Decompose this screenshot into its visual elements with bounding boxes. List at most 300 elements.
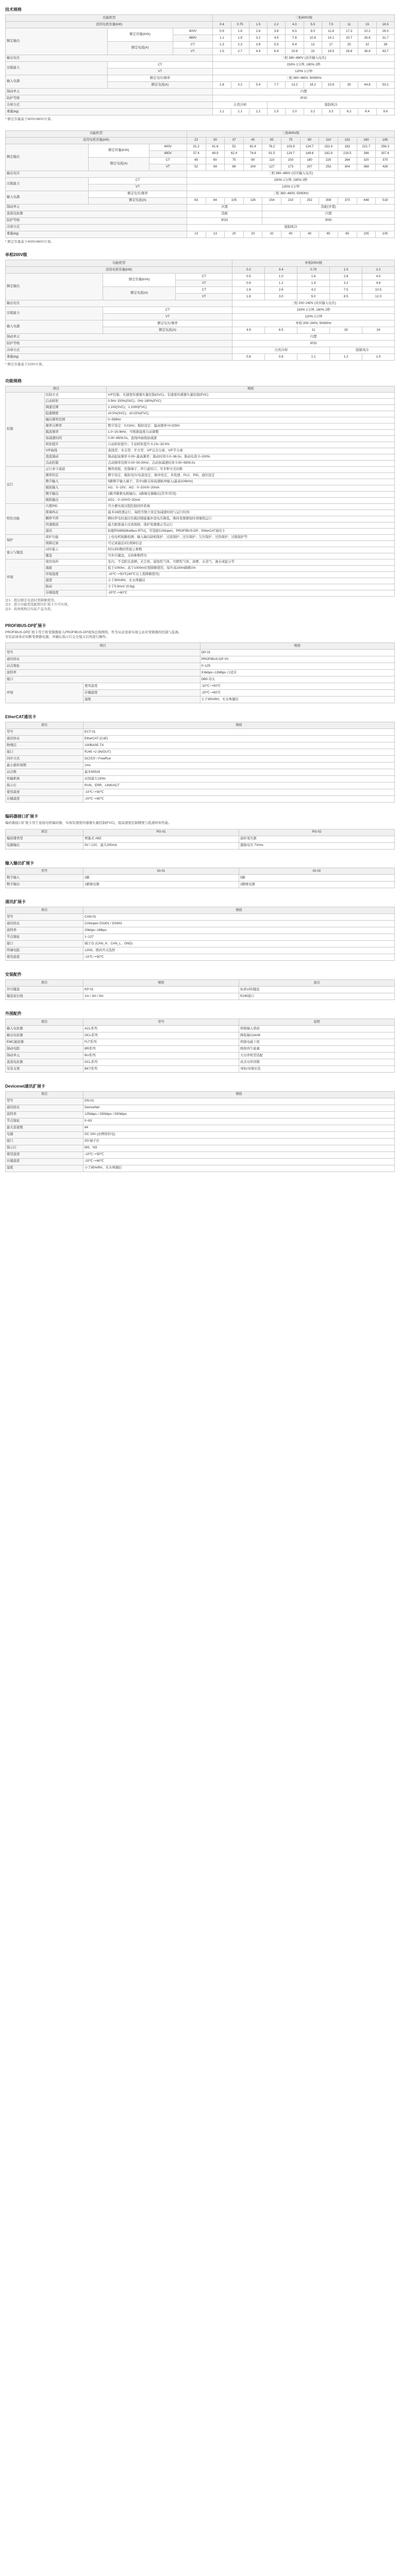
table-cell: V/F控制、无速度传感器矢量控制(SVC)、有速度传感器矢量控制(FVC) [107,392,395,398]
table-cell: 额定电流(A) [89,157,149,171]
table-cell: -20℃~+60℃ [107,590,395,596]
table-row [6,55,395,61]
table-cell: MS、NS [84,1145,395,1151]
table-cell: 制动单元 [6,1052,84,1059]
table-row [6,503,395,510]
table-header-row [6,137,395,144]
table-cell: 264 [338,157,357,164]
section-title: PROFIBUS-DP扩展卡 [5,623,46,628]
table-cell: 127 [262,164,281,171]
table-cell: AI1：0~10V；AI2：0~10V/0~20mA [107,485,395,491]
table-row [6,398,395,404]
table-cell: 冷却方式 [6,101,213,108]
table-row [6,171,395,177]
table-header-cell: 项目 [6,829,84,836]
table-cell: CAN-01 [84,914,395,921]
table-cell: 运行 [6,466,45,503]
table-cell: 编码器类型 [6,836,84,842]
table-cell: 端子台 (CAN_H、CAN_L、GND) [84,941,395,947]
spec-section [5,7,395,122]
section-note: * 额定容量基于400V/480V计算。 [5,240,55,244]
table-cell: 18 [330,327,362,334]
table-cell: 1.3 [213,41,231,48]
table-cell: 104 [243,164,262,171]
table-cell: 使用温度 [6,789,84,796]
table-cell: 瞬时停电时通过负载回馈能量补偿电压降低，维持变频器短时间继续运行 [107,516,395,522]
table-cell: 操作面板、控制端子、串行通讯口，可多种方式切换 [107,466,395,472]
table-cell: 35 [340,81,358,88]
table-cell: 22.2 [358,28,376,35]
table-cell: 额定容量(kVA) [103,274,176,287]
table-cell: 内置 [262,211,395,217]
table-cell: 1.1 [297,354,330,361]
table-cell: 220 [319,157,338,164]
table-row [6,993,395,1000]
table-cell: 5路数字输入端子，其中1路支持高速脉冲输入(最高100kHz) [107,479,395,485]
table-cell: 45 [187,157,206,164]
table-cell: 182.9 [319,150,338,157]
table-row [6,1138,395,1145]
table-cell: 6.2 [340,108,358,115]
table-cell: 导轨/穿墙安装 [239,1065,395,1072]
table-cell: 输出电压 [6,55,213,61]
table-cell: 内置 [213,88,395,95]
table-cell: 额定容量(kVA) [107,28,173,41]
table-cell: 通讯协议 [6,656,201,663]
table-cell: 三相 380~480V, 50/60Hz [187,191,394,197]
table-cell: 0.6 [232,280,265,287]
table-cell: 120% 1分钟 [187,184,394,191]
section-description: PROFIBUS-DP扩展卡用于将变频器接入PROFIBUS-DP现场总线网络，作为从站设备实现主站对变频器的控制与监视。 安装前请务必切断变频器电源，并确认指示灯完全熄灭后再进行操作。 [5,630,182,639]
table-cell: 40 [300,231,319,238]
table-cell: 1路继电器 [84,882,239,888]
table-cell: 过载能力 [6,61,108,75]
table-header-cell: 0.4 [213,21,231,28]
table-cell: 37.4 [187,150,206,157]
table-cell: VT [173,48,213,55]
table-cell: 数字设定、模拟电压/电流设定、脉冲设定、多段速、PLC、PID、通讯设定 [107,472,395,479]
table-cell: 69 [206,164,225,171]
table-cell: 15 [304,48,322,55]
spec-table [5,1019,395,1073]
table-cell: CANopen DS301 / DS402 [84,921,395,927]
table-cell: DP-01 [200,650,395,656]
table-cell: 3.2 [249,35,267,41]
table-row [6,417,395,423]
table-cell: 0.8 [265,354,297,361]
table-cell: 1.8 [213,81,231,88]
table-cell: 激励电压 7Vrms [239,842,395,849]
table-cell: 84 [206,197,225,204]
table-cell: 1.0 [265,274,297,280]
table-row [6,191,395,197]
table-header-cell: 规格 [107,386,395,392]
table-cell: 256.3 [376,144,395,150]
table-cell: 键盘延长线 [6,993,84,1000]
table-cell: KP-01 [84,987,239,993]
table-row [6,217,395,224]
table-cell: 1.5 [268,108,286,115]
table-cell: 173 [281,164,301,171]
table-cell: 400V [149,144,187,150]
table-cell: 最多65535 [84,769,395,776]
table-cell: 最小循环周期 [6,762,84,769]
section-title: 通讯扩展卡 [5,900,26,905]
table-cell: 307.6 [376,150,395,157]
spec-section [5,130,395,245]
table-cell: 3.0 [265,294,297,300]
table-cell: 湿度 [44,578,107,584]
table-cell: 接口 [6,1138,84,1145]
table-cell: DC同步 / FreeRun [84,756,395,762]
table-cell: ±0.5%(SVC)；±0.02%(FVC) [107,411,395,417]
table-cell: 183 [338,144,357,150]
table-cell: 14.1 [322,35,340,41]
table-cell: 站间最大100m [84,776,395,783]
table-cell: 308 [319,197,338,204]
table-cell: 波特率 [6,927,84,934]
table-cell: 数字输入 [44,479,107,485]
table-cell: 126 [243,197,262,204]
table-row [6,921,395,927]
table-cell: 制动单元 [6,334,232,341]
spec-section [5,623,395,703]
table-header-row [6,1091,395,1098]
table-cell: 110 [262,157,281,164]
table-row [6,578,395,584]
table-cell: 62.4 [243,144,262,150]
table-header-row [6,643,395,650]
table-cell: 额定电流(A) [103,327,232,334]
table-cell: 抑制电磁干扰 [239,1039,395,1045]
table-row [6,466,395,472]
table-cell: 防护等级 [6,95,213,101]
table-header-cell: 4.0 [286,21,304,28]
table-row [6,1118,395,1125]
table-cell: 接口 [6,941,84,947]
table-cell: EtherCAT (CoE) [84,736,395,742]
table-cell: 冷却方式 [6,224,187,231]
table-row [6,144,395,150]
table-cell: 重量(kg) [6,354,232,361]
table-row [6,1045,395,1052]
table-cell: 120% 1分钟 [213,68,395,75]
section-title: 输入输出扩展卡 [5,860,34,866]
table-cell: 49.9 [206,150,225,157]
table-cell: 0~125 [200,663,395,670]
table-cell: 1.0~16.0kHz，可根据温度自动调整 [107,429,395,435]
table-cell: CT [176,287,232,294]
table-header-cell: 说明 [239,1019,395,1025]
table-cell: 保护 [6,534,45,547]
table-cell: 可外引键盘，支持参数拷贝 [107,553,395,559]
table-header-cell: 5.5 [304,21,322,28]
table-cell: OCL系列 [84,1032,239,1039]
section-title: 安装配件 [5,972,22,977]
table-cell: 1.2 [249,108,267,115]
table-cell: 0.00~6500.0s，直线/S曲线加减速 [107,435,395,442]
table-row [6,553,395,559]
table-cell: 内置 [232,334,395,341]
table-cell: 2.7 [231,48,249,55]
table-row [6,650,395,656]
table-cell: 252 [300,197,319,204]
table-cell: 物理层 [6,742,84,749]
table-cell: 特色功能 [6,503,45,534]
table-header-cell: 备注 [239,980,395,987]
table-cell: DN-01 [84,1098,395,1105]
table-cell: 2.8 [330,274,362,280]
table-header-cell: 160 [357,137,376,144]
table-cell: 3.2 [330,280,362,287]
table-cell: 稳速精度 [44,411,107,417]
table-header-cell: 1.5 [249,21,267,28]
table-row [6,769,395,776]
table-cell: -10℃~+50℃ [84,1151,395,1158]
table-row [6,442,395,448]
table-cell: 1.8 [232,294,265,300]
table-header-cell: 45 [243,137,262,144]
section-title: Devicenet通讯扩展卡 [5,1083,45,1089]
table-row [6,927,395,934]
table-row [6,1125,395,1131]
table-cell: 74.8 [243,150,262,157]
table-header-cell: 37 [225,137,244,144]
table-cell: 86 [225,164,244,171]
table-header-cell: 1.5 [330,267,362,274]
table-cell: 13 [206,231,225,238]
table-row [6,307,395,314]
table-row [6,274,395,280]
table-cell: 18.2 [304,81,322,88]
table-header-cell: 适用电机容量(kW) [6,267,232,274]
table-cell: 7.8 [286,35,304,41]
spec-table [5,260,395,361]
table-cell: 52 [187,164,206,171]
table-cell: 制动单元 [6,204,187,211]
table-row [6,1158,395,1165]
table-cell: 426 [376,164,395,171]
table-cell: 180 [300,157,319,164]
table-cell: 124.7 [300,144,319,150]
table-header-cell: 18.5 [376,21,394,28]
table-cell: 控制 [6,392,45,466]
section-title: 编码器接口扩展卡 [5,814,38,819]
table-row [6,1165,395,1172]
table-cell: 同步方式 [6,756,84,762]
table-header-cell: 项目 [6,722,84,729]
table-cell: 13 [304,41,322,48]
table-cell: 改善功率因数 [239,1059,395,1065]
table-row [6,1131,395,1138]
table-cell: 额定电流(A) [107,81,213,88]
table-cell: VT [103,314,232,320]
table-cell: 数字输入 [6,875,84,882]
table-header-cell: 22 [187,137,206,144]
table-cell: 输入电源 [6,75,108,88]
table-cell: 53.2 [376,81,394,88]
table-header-cell: 规格 [84,907,395,914]
table-cell: 选配 [187,211,262,217]
table-row [6,1059,395,1065]
table-row [6,300,395,307]
table-cell: 0.9 [213,28,231,35]
table-cell: 9.6kbps~12Mbps 自适应 [200,670,395,676]
table-row [6,404,395,411]
table-row [6,423,395,429]
table-row [6,516,395,522]
table-header-row [6,1019,395,1025]
table-cell: 60 [206,157,225,164]
table-cell: 额定电压/频率 [107,75,213,81]
table-cell: 2.6 [249,28,267,35]
table-cell: 38 [376,41,394,48]
table-cell: 1.5 [362,354,395,361]
table-cell: 自然冷却 [232,347,330,354]
table-cell: 振动 [44,584,107,590]
spec-section [5,814,395,850]
table-cell: 指示灯 [6,1145,84,1151]
table-cell: 1.9 [297,280,330,287]
table-cell: 制动电阻 [6,1045,84,1052]
table-header-row [6,722,395,729]
table-cell: 上电电机短路检测、输入输出缺相保护、过流保护、过压保护、欠压保护、过热保护、过载保护等 [107,534,395,540]
table-cell: 额定电流(A) [89,197,187,204]
spec-table [5,979,395,1000]
table-cell: 降低输出dv/dt [239,1032,395,1039]
table-cell: 直线型、多点型、平方型、V/F完全分离、V/F半分离 [107,448,395,454]
table-cell: 4.2 [297,287,330,294]
table-row [6,497,395,503]
table-row [6,334,395,341]
table-cell: -20℃~+60℃ [84,1158,395,1165]
table-cell: 运行命令通道 [44,466,107,472]
table-cell: 4.9 [232,327,265,334]
table-cell: BR系列 [84,1045,239,1052]
table-cell: 4.6 [362,280,395,287]
table-row [6,783,395,789]
table-header-cell: 规格 [84,1091,395,1098]
table-cell: 型号 [6,914,84,921]
table-cell: RUN、ERR、LINK/ACT [84,783,395,789]
table-cell: 1ms [84,762,395,769]
table-cell: 额定电压/频率 [89,191,187,197]
table-cell: RJ45接口 [239,993,395,1000]
table-cell: 5.0 [297,294,330,300]
table-header-cell: 项目 [6,386,107,392]
table-cell: 站点数 [6,769,84,776]
table-cell: 20 [243,231,262,238]
table-cell: 320 [357,157,376,164]
table-header-cell: 185 [376,137,395,144]
table-cell: 90 [243,157,262,164]
table-cell: 显示与键盘 [6,547,45,559]
table-cell: 32 [262,231,281,238]
table-header-cell: 功能机型 [6,260,232,267]
table-row [6,177,395,184]
spec-table [5,907,395,961]
table-cell: 100BASE-TX [84,742,395,749]
table-cell: 海拔 [44,565,107,571]
table-cell: 大功率机型选配 [239,1052,395,1059]
table-cell: FLT系列 [84,1039,239,1045]
table-cell: 制动单元 [6,88,213,95]
table-cell: 4.4 [249,48,267,55]
spec-table [5,868,395,888]
table-cell: 环境 [6,683,84,703]
table-cell: 型号 [6,650,201,656]
table-cell: 41.6 [206,144,225,150]
table-row [6,1065,395,1072]
table-cell: 波特率 [6,1111,84,1118]
table-cell: 0.5Hz 150%(SVC)；0Hz 180%(FVC) [107,398,395,404]
table-header-cell: 132 [338,137,357,144]
table-cell: 额定容量(kVA) [89,144,149,157]
table-cell: 219.5 [338,150,357,157]
table-row [6,1151,395,1158]
table-cell: CT [173,41,213,48]
table-cell: 三相 200~240V (对应输入电压) [232,300,395,307]
table-cell: 自动转矩提升；手动转矩提升 0.1%~30.0% [107,442,395,448]
table-row [6,224,395,231]
table-cell: 0~63 [84,1118,395,1125]
table-cell: DeviceNet [84,1105,395,1111]
table-cell: 8.5 [330,294,362,300]
table-cell: 输出频率范围 [44,417,107,423]
table-row [6,211,395,217]
table-cell: 小于95%RH，无水珠凝结 [107,578,395,584]
table-cell: 控制方式 [44,392,107,398]
table-cell: 使用场所 [44,559,107,565]
table-cell: 0~599Hz [107,417,395,423]
table-cell: 湿度 [84,697,201,703]
table-cell: 11.8 [322,28,340,35]
table-cell: 安装支架 [6,1065,84,1072]
table-cell: 154 [262,197,281,204]
table-cell: 1~127 [84,934,395,941]
table-cell: AO1：0~10V/0~20mA [107,497,395,503]
table-cell: 标准LED键盘 [239,987,395,993]
table-header-cell: 规格 [84,722,395,729]
table-row [6,392,395,398]
table-cell: 1:100(SVC)；1:1000(FVC) [107,404,395,411]
table-cell: 数字输出 [6,882,84,888]
table-cell: 5.4 [249,81,267,88]
table-cell: 传输距离 [6,776,84,783]
table-cell: 2.3 [231,41,249,48]
table-cell: 7.5 [330,287,362,294]
table-cell: 通讯协议 [6,1105,84,1111]
table-cell: 直流电抗器 [6,1059,84,1065]
table-cell: 三相 380~480V (对应输入电压) [187,171,394,177]
table-cell: 瞬停不停 [44,516,107,522]
table-cell: 指示灯 [6,783,84,789]
table-cell: 62.4 [225,150,244,157]
table-cell: 1.6 [232,287,265,294]
table-cell: 三相 380~480V (对应输入电压) [213,55,395,61]
table-cell: 44.8 [358,81,376,88]
table-header-cell: 型号 [6,868,84,875]
table-cell: 防护等级 [6,341,232,347]
section-note: 注1：超出额定电流时需降额使用。 注2：部分功能需选配相应扩展卡方可实现。 注3：具体规格以实际产品为准。 [5,598,71,612]
table-cell: 低于1000m；高于1000m时需降额使用，每升高100m降额1% [107,565,395,571]
table-row [6,435,395,442]
table-cell: VT [89,184,187,191]
table-header-cell: 三相400V级 [213,14,395,21]
table-row [6,1032,395,1039]
table-cell: 9.0 [304,28,322,35]
table-cell: EMC滤波器 [6,1039,84,1045]
